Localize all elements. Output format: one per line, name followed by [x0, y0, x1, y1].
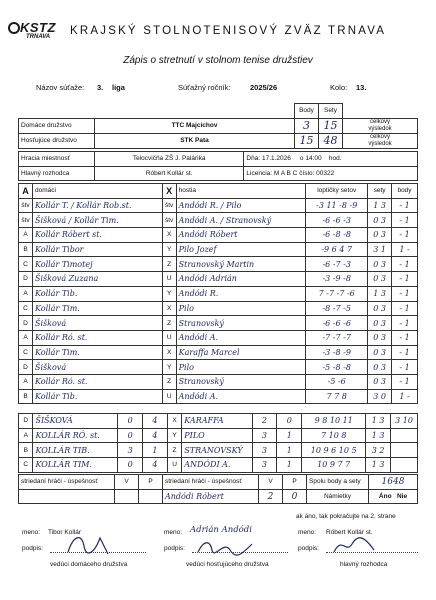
round-label: Kolo: [330, 83, 348, 92]
home-code: štv [19, 213, 33, 228]
summary-row [19, 428, 418, 443]
home-code: C [19, 345, 33, 360]
away-code: X [162, 228, 176, 243]
points-result: - 1 [392, 316, 418, 331]
match-row [19, 272, 418, 287]
match-row [19, 301, 418, 316]
remarks-no[interactable]: Nie [396, 493, 408, 501]
subs-label-home: striedaní hráči - úspešnosť [19, 475, 115, 490]
summary-set-scores: 10 9 6 10 5 [302, 443, 366, 458]
away-code: X [162, 301, 176, 316]
summary-home-wins: 0 [118, 414, 143, 429]
summary-home-wins: 0 [118, 428, 143, 443]
home-player: Kollár Tim. [32, 301, 162, 316]
home-player: Kollár Tim. [32, 345, 162, 360]
away-code: Y [162, 360, 176, 375]
away-code: štv [162, 213, 176, 228]
home-sety: 15 [319, 118, 343, 133]
away-code: štv [162, 198, 176, 213]
referee-name: Róbert Kollár st. [326, 529, 373, 536]
summary-home-code: B [19, 443, 33, 458]
overall-label-1b: celkový [369, 133, 390, 140]
sets-result: 3 0 [368, 389, 392, 404]
body-col-header: body [392, 184, 418, 199]
home-code-header: A [19, 184, 33, 199]
remarks-yes[interactable]: Áno [378, 493, 392, 501]
continue-note: ak áno, tak pokračujte na 2. strane [296, 513, 396, 520]
logo-text: KSTZ [20, 20, 56, 35]
season-label: Súťažný ročník: [178, 83, 231, 92]
points-result: 1 - [392, 242, 418, 257]
form-subtitle: Zápis o stretnutí v stolnom tenise družstiev [123, 55, 313, 66]
home-signature [64, 532, 114, 558]
subs-table [18, 474, 418, 504]
points-result: - 1 [392, 198, 418, 213]
away-code: Z [162, 316, 176, 331]
subs-v-away: V [259, 475, 283, 490]
away-player: Andódi A. [176, 389, 306, 404]
summary-home-player: KOLLÁR RÓ. st. [33, 428, 118, 443]
summary-away-losses: 1 [277, 428, 302, 443]
summary-body [391, 443, 418, 458]
sub-away-losses: 0 [283, 489, 307, 504]
summary-away-code: Z [167, 443, 181, 458]
away-player: Stranovský [176, 374, 306, 389]
sets-result: 0 3 [368, 213, 392, 228]
summary-away-losses: 0 [277, 414, 302, 429]
summary-away-wins: 3 [252, 458, 277, 473]
summary-set-scores: 10 9 7 7 [302, 458, 366, 473]
summary-table [18, 413, 418, 473]
home-player: Kollár Ró. st. [32, 330, 162, 345]
home-player: Šišková [32, 316, 162, 331]
home-code: C [19, 301, 33, 316]
license-value: M A B C [273, 170, 298, 178]
date-value: 17.1.2026 [261, 155, 291, 163]
set-scores: -6 -6 -6 [306, 316, 368, 331]
away-code: U [162, 389, 176, 404]
summary-set-scores: 9 8 10 11 [302, 414, 366, 429]
teams-table [18, 103, 418, 149]
summary-home-losses: 4 [143, 428, 168, 443]
away-player: Karaffa Marcel [176, 345, 306, 360]
referee-signature [330, 534, 380, 558]
summary-home-code: C [19, 458, 33, 473]
sets-result: 0 3 [368, 301, 392, 316]
overall-label-1: celkový [369, 118, 390, 125]
points-result: - 1 [392, 286, 418, 301]
home-player: Kollár Timotej [32, 257, 162, 272]
sets-result: 1 3 [368, 198, 392, 213]
summary-home-losses: 1 [143, 443, 168, 458]
overall-label-2: výsledok [368, 125, 392, 132]
time-suffix: hod. [328, 155, 342, 163]
set-scores: 7 7 8 [306, 389, 368, 404]
kstz-logo [8, 20, 68, 44]
summary-sets: 3 2 [366, 443, 391, 458]
paddle-icon [8, 22, 20, 34]
away-team-name: STK Pata [95, 133, 295, 148]
away-captain-role: vedúci hosťujúceho družstva [186, 561, 269, 568]
summary-away-player: ANDÓDI A. [182, 458, 252, 473]
home-code: A [19, 286, 33, 301]
points-result: - 1 [392, 360, 418, 375]
away-code: X [162, 345, 176, 360]
license-label: Licencia: [246, 170, 273, 178]
summary-away-code: Y [167, 428, 181, 443]
venue-label: Hracia miestnosť [19, 152, 95, 167]
away-player: Pilo [176, 301, 306, 316]
away-player: Pilo [176, 360, 306, 375]
summary-away-losses: 1 [277, 458, 302, 473]
summary-sets: 1 3 [366, 458, 391, 473]
points-result: - 1 [392, 213, 418, 228]
home-code: D [19, 360, 33, 375]
match-row [19, 360, 418, 375]
subs-v-home: V [115, 475, 139, 490]
match-row [19, 330, 418, 345]
subs-p-home: P [139, 475, 163, 490]
set-scores: -6 -7 -3 [306, 257, 368, 272]
sets-result: 0 3 [368, 374, 392, 389]
summary-away-wins: 3 [252, 428, 277, 443]
away-code: U [162, 330, 176, 345]
home-code: C [19, 257, 33, 272]
summary-away-code: X [167, 414, 181, 429]
sets-result: 0 3 [368, 228, 392, 243]
league-value: liga [112, 83, 125, 92]
summary-home-losses: 4 [143, 414, 168, 429]
sets-result: 0 3 [368, 345, 392, 360]
home-code: D [19, 316, 33, 331]
sets-result: 0 3 [368, 257, 392, 272]
ref-sign-label: podpis: [298, 545, 319, 552]
match-row [19, 389, 418, 404]
home-player: Kollár Tib. [32, 389, 162, 404]
points-result: - 1 [392, 330, 418, 345]
summary-body: 3 10 [391, 414, 418, 429]
home-captain-name: Tibor Kollár [48, 529, 81, 536]
sets-result: 1 3 [368, 286, 392, 301]
number-label: číslo: [299, 170, 315, 178]
referee-label: Hlavný rozhodca [19, 166, 95, 181]
logo-subtext: TRNAVA [26, 34, 51, 40]
away-code: Y [162, 286, 176, 301]
subs-label-away: striedaní hráči - úspešnosť [163, 475, 259, 490]
set-scores: 7 -7 -7 -6 [306, 286, 368, 301]
summary-body [391, 428, 418, 443]
points-result: - 1 [392, 345, 418, 360]
away-sety: 48 [319, 133, 343, 148]
away-body: 15 [295, 133, 319, 148]
away-player: Andódi R. / Pilo [176, 198, 306, 213]
summary-home-player: KOLLÁR TIB. [33, 443, 118, 458]
points-result: - 1 [392, 301, 418, 316]
summary-home-player: ŠIŠKOVÁ [33, 414, 118, 429]
away-code-header: X [162, 184, 176, 199]
union-name: KRAJSKÝ STOLNOTENISOVÝ ZVÄZ TRNAVA [70, 25, 387, 37]
match-row [19, 345, 418, 360]
match-row [19, 213, 418, 228]
sub-away-name: Andódi Róbert [163, 489, 259, 504]
set-scores: -6 -8 -8 [306, 228, 368, 243]
summary-home-code: A [19, 428, 33, 443]
home-captain-role: vedúci domáceho družstva [50, 561, 128, 568]
sets-result: 3 1 [368, 242, 392, 257]
summary-away-code: U [167, 458, 181, 473]
sets-result: 0 3 [368, 360, 392, 375]
sety-header: Sety [319, 104, 343, 119]
away-code: Y [162, 242, 176, 257]
away-player: Stranovský [176, 316, 306, 331]
home-code: B [19, 242, 33, 257]
date-label: Dňa: [246, 155, 261, 163]
referee-value: Róbert Kollár st. [94, 166, 244, 181]
home-name-label: meno: [22, 529, 41, 536]
points-result: - 1 [392, 257, 418, 272]
competition-label: Názov súťaže: [36, 83, 85, 92]
away-player: Stranovský Martin [176, 257, 306, 272]
summary-away-wins: 3 [252, 443, 277, 458]
summary-body [391, 458, 418, 473]
sub-away-wins: 2 [259, 489, 283, 504]
away-captain-name: Adrián Andódi [190, 525, 252, 535]
away-name-label: meno: [164, 529, 183, 536]
competition-value: 3. [97, 83, 104, 92]
set-scores: -3 -8 -9 [306, 345, 368, 360]
summary-set-scores: 7 10 8 [302, 428, 366, 443]
away-player: Andódi A. [176, 330, 306, 345]
home-team-name: TTC Majcichov [95, 118, 295, 133]
away-player: Andódi R. [176, 286, 306, 301]
home-player: Kollár Róbert st. [32, 228, 162, 243]
home-code: štv [19, 198, 33, 213]
match-row [19, 316, 418, 331]
home-code: B [19, 389, 33, 404]
set-scores: -9 6 4 7 [306, 242, 368, 257]
away-signature [196, 536, 256, 558]
total-label: Spolu body a sety [307, 475, 369, 490]
set-scores: -7 -7 -7 [306, 330, 368, 345]
subs-p-away: P [283, 475, 307, 490]
away-player: Andódi Adrián [176, 272, 306, 287]
match-row [19, 374, 418, 389]
match-row [19, 242, 418, 257]
remarks-label: Námietky [307, 489, 369, 504]
summary-row [19, 414, 418, 429]
sety-col-header: sety [368, 184, 392, 199]
set-scores: -3 -9 -8 [306, 272, 368, 287]
away-team-label: Hosťujúce družstvo [19, 133, 95, 148]
away-header: hostia [176, 184, 306, 199]
summary-row [19, 458, 418, 473]
home-sign-label: podpis: [22, 545, 43, 552]
away-code: Z [162, 257, 176, 272]
away-code: U [162, 272, 176, 287]
away-player: Andódi A. / Stranovský [176, 213, 306, 228]
summary-sets: 1 3 [366, 428, 391, 443]
home-code: A [19, 330, 33, 345]
home-header: domáci [32, 184, 162, 199]
match-table [18, 183, 418, 404]
match-row [19, 228, 418, 243]
number-value: 00322 [316, 170, 335, 178]
time-value: 14:00 [305, 155, 322, 163]
points-result: 1 - [392, 389, 418, 404]
round-value: 13. [356, 83, 367, 92]
summary-away-player: KARAFFA [182, 414, 252, 429]
time-prefix: o [299, 155, 304, 163]
home-code: D [19, 272, 33, 287]
summary-home-player: KOLLÁR TIM. [33, 458, 118, 473]
season-value: 2025/26 [250, 83, 278, 92]
away-sign-label: podpis: [164, 545, 185, 552]
summary-sets: 1 3 [366, 414, 391, 429]
match-row [19, 286, 418, 301]
away-code: Z [162, 374, 176, 389]
home-team-label: Domáce družstvo [19, 118, 95, 133]
set-scores: -6 -6 -3 [306, 213, 368, 228]
body-header: Body [295, 104, 319, 119]
home-body: 3 [295, 118, 319, 133]
points-result: - 1 [392, 272, 418, 287]
sets-result: 0 3 [368, 272, 392, 287]
home-player: Kollár Ró. st. [32, 374, 162, 389]
points-result: - 1 [392, 228, 418, 243]
away-player: Pilo Jozef [176, 242, 306, 257]
home-code: A [19, 374, 33, 389]
ref-name-label: meno: [298, 529, 317, 536]
referee-role: hlavný rozhodca [340, 561, 388, 568]
overall-label-2b: výsledok [368, 140, 392, 147]
home-player: Šišková [32, 360, 162, 375]
sets-header: loptičky setov [306, 184, 368, 199]
venue-value: Telocvičňa ZŠ J. Palárika [94, 152, 244, 167]
summary-home-wins: 0 [118, 458, 143, 473]
set-scores: -5 -6 [306, 374, 368, 389]
summary-home-wins: 3 [118, 443, 143, 458]
match-row [19, 198, 418, 213]
away-player: Andódi Róbert [176, 228, 306, 243]
venue-table [18, 151, 418, 181]
home-code: A [19, 228, 33, 243]
sets-result: 0 3 [368, 330, 392, 345]
set-scores: -3 11 -8 -9 [306, 198, 368, 213]
summary-home-losses: 4 [143, 458, 168, 473]
summary-away-losses: 1 [277, 443, 302, 458]
total-value: 1648 [369, 475, 418, 490]
points-result: - 1 [392, 374, 418, 389]
sets-result: 0 3 [368, 316, 392, 331]
summary-away-wins: 2 [252, 414, 277, 429]
summary-row [19, 443, 418, 458]
summary-away-player: PILO [182, 428, 252, 443]
set-scores: -5 -8 -8 [306, 360, 368, 375]
home-player: Šišková / Kollár Tim. [32, 213, 162, 228]
home-player: Šišková Zuzana [32, 272, 162, 287]
home-player: Kollár Tib. [32, 286, 162, 301]
set-scores: -8 -7 -5 [306, 301, 368, 316]
home-player: Kollár T. / Kollár Rob.st. [32, 198, 162, 213]
summary-home-code: D [19, 414, 33, 429]
match-row [19, 257, 418, 272]
summary-away-player: STRANOVSKÝ [182, 443, 252, 458]
home-player: Kollár Tibor [32, 242, 162, 257]
